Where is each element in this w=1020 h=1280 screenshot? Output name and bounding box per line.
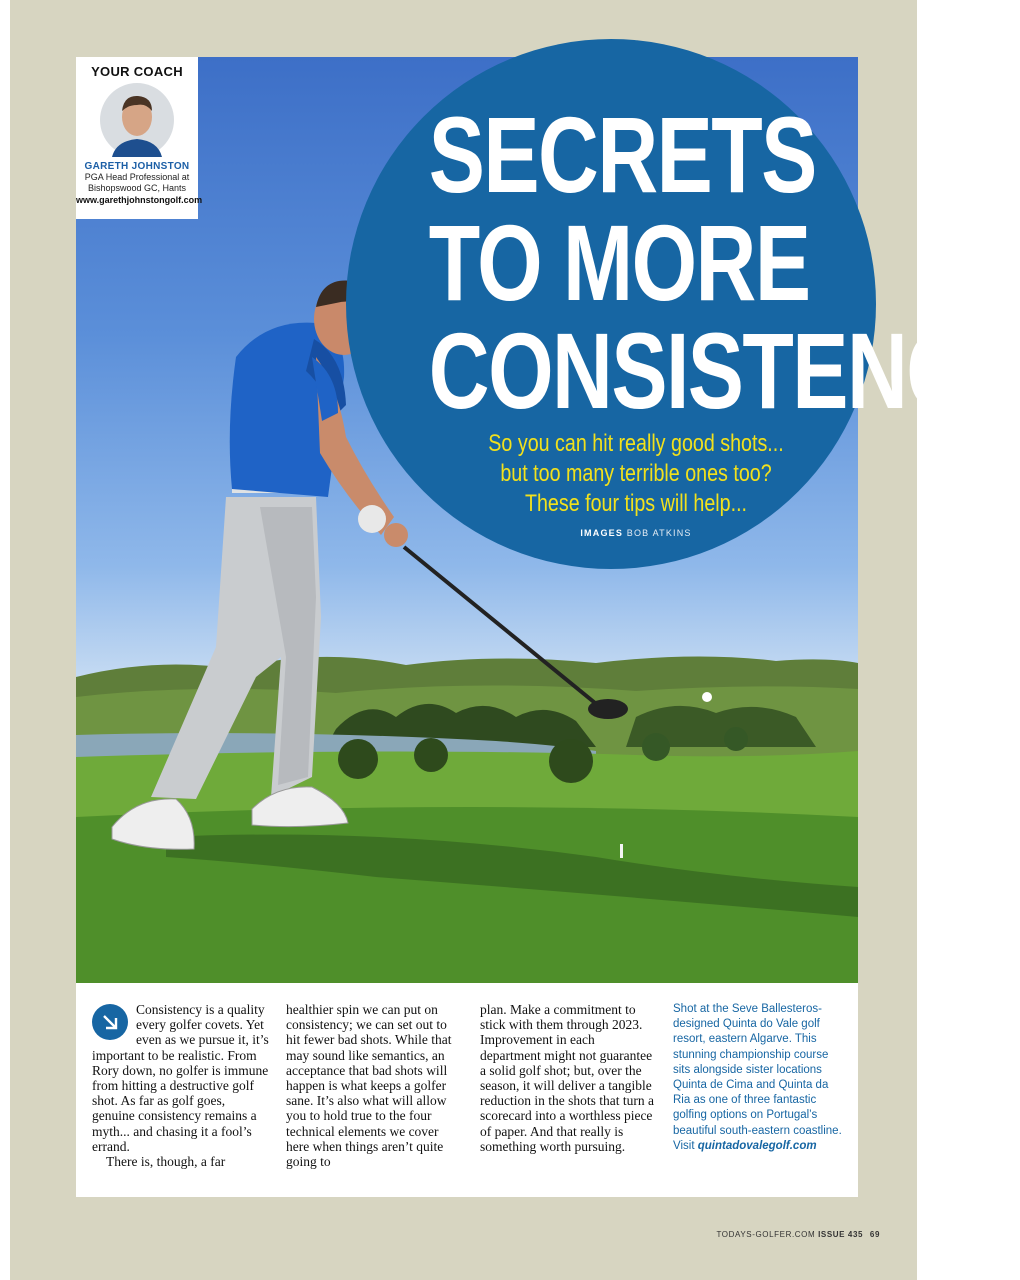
coach-name: GARETH JOHNSTON xyxy=(84,161,190,172)
folio xyxy=(700,1230,880,1239)
coach-website-link[interactable]: www.garethjohnstongolf.com xyxy=(76,195,203,205)
article-panel xyxy=(76,57,1020,1197)
arrow-down-right-icon xyxy=(92,1004,128,1040)
credits-photographer: BOB ATKINS xyxy=(626,528,692,538)
headline xyxy=(428,94,1020,431)
hero-photo xyxy=(76,57,1020,983)
coach-role: PGA Head Professional at xyxy=(84,172,190,182)
headline-line-2: TO MORE xyxy=(428,202,810,323)
standfirst-line-1: So you can hit really good shots... xyxy=(488,430,784,457)
folio-site: TODAYS-GOLFER.COM xyxy=(716,1230,816,1239)
coach-club: Bishopswood GC, Hants xyxy=(87,183,187,193)
image-credits xyxy=(456,528,816,538)
caption-text: Shot at the Seve Ballesteros-designed Quinta do Vale golf resort, eastern Algarve. This stunning championship course sits alongside sister locations Quinta de Cima and Quinta da Ria as one of three fantastic golfing options on Portugal’s beautiful south-eastern coastline. Visit xyxy=(673,1003,842,1152)
coach-box xyxy=(76,57,203,219)
coach-heading: YOUR COACH xyxy=(91,64,183,79)
body-column-3-text: plan. Make a commitment to stick with them through 2023. Improvement in each department might not guarantee a solid golf shot; but, over the season, it will deliver a tangible reduction in the shots that turn a scorecard into a worthless piece of paper. And that really is something worth pursuing. xyxy=(480,1002,654,1154)
standfirst-line-2: but too many terrible ones too? xyxy=(500,460,772,487)
photo-caption xyxy=(673,1002,843,1154)
body-paragraph-1: Consistency is a quality every golfer covets. Yet even as we pursue it, it’s important to be realistic. From Rory down, no golfer is immune from hitting a destructive golf shot. As far as golf goes, genuine consistency remains a myth... and chasing it a fool’s errand. xyxy=(92,1002,269,1154)
folio-issue: ISSUE 435 xyxy=(818,1230,864,1239)
body-paragraph-2: There is, though, a far xyxy=(106,1154,226,1170)
body-column-3 xyxy=(480,1002,658,1154)
caption-link[interactable]: quintadovalegolf.com xyxy=(697,1139,817,1152)
body-column-1 xyxy=(92,1002,270,1169)
standfirst-line-3: These four tips will help... xyxy=(524,490,748,517)
credits-label: IMAGES xyxy=(580,528,624,538)
folio-page-number: 69 xyxy=(869,1230,880,1239)
coach-portrait xyxy=(100,83,174,157)
headline-line-1: SECRETS xyxy=(428,94,816,215)
body-column-2-text: healthier spin we can put on consistency; we can set out to hit fewer bad shots. While that may sound like semantics, an acceptance that bad shots will happen is what keeps a golfer sane. It’s also what will allow you to hold true to the four technical elements we cover here when things aren’t quite going to xyxy=(286,1002,452,1170)
body-column-2 xyxy=(286,1002,464,1169)
standfirst xyxy=(464,429,808,519)
headline-line-3: CONSISTENCY xyxy=(428,310,1020,431)
coach-avatar xyxy=(100,83,174,157)
